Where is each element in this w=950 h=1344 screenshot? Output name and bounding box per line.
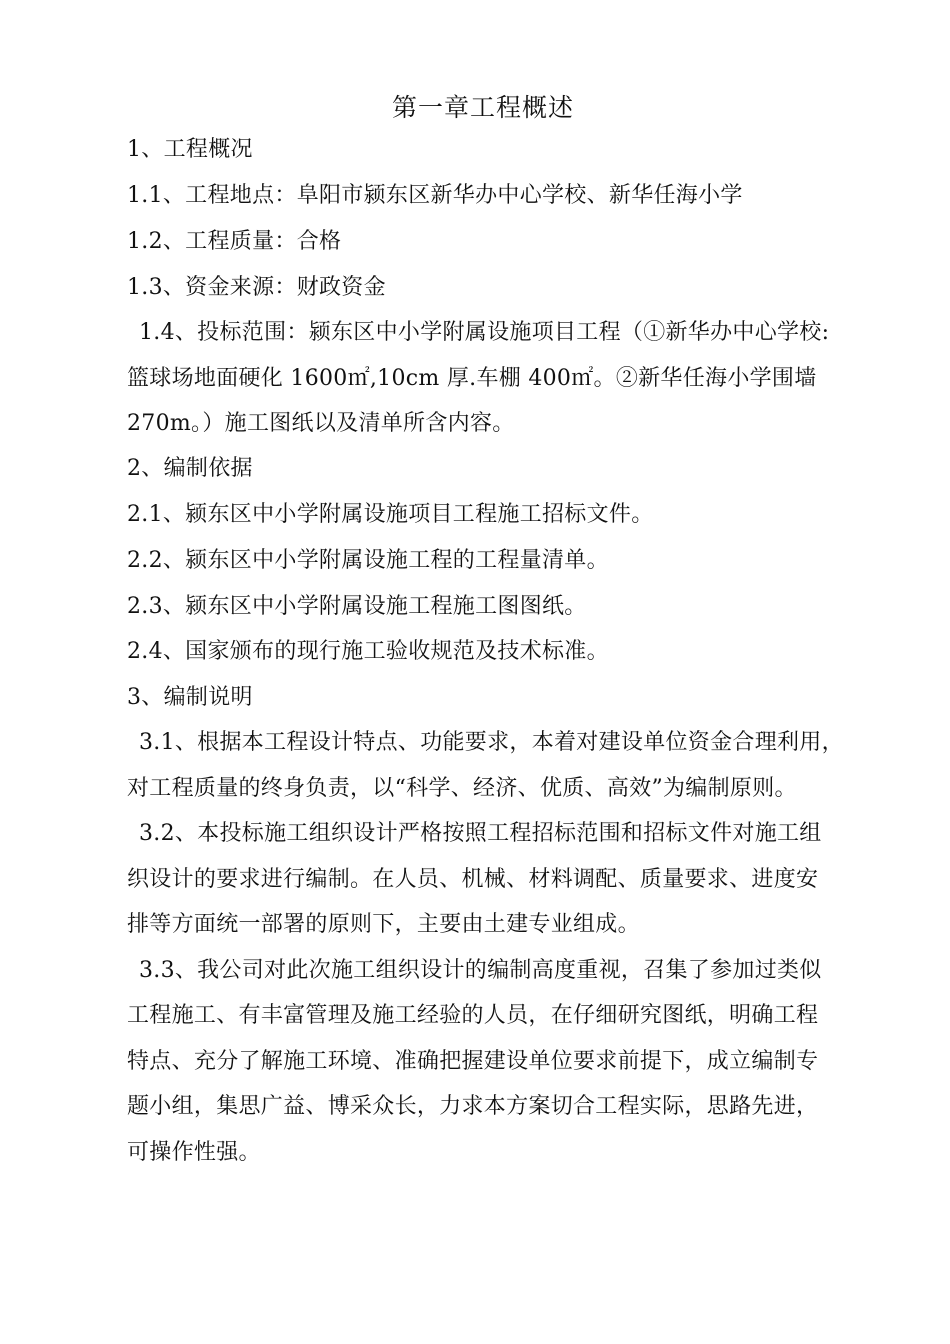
line-1-3: 1.3、资金来源：财政资金 (127, 275, 386, 300)
line-1-4: 1.4、投标范围：颍东区中小学附属设施项目工程（①新华办中心学校: (139, 320, 830, 345)
line-1-2: 1.2、工程质量：合格 (127, 229, 342, 254)
heading-3: 3、编制说明 (127, 685, 253, 710)
line-3-3-cont-a: 工程施工、有丰富管理及施工经验的人员，在仔细研究图纸，明确工程 (127, 1003, 819, 1028)
line-3-3-cont-c: 题小组，集思广益、博采众长，力求本方案切合工程实际，思路先进， (127, 1094, 819, 1119)
line-1-4-cont-a: 篮球场地面硬化 1600㎡,10cm 厚.车棚 400㎡。②新华任海小学围墙 (127, 366, 817, 391)
line-1-1: 1.1、工程地点：阜阳市颍东区新华办中心学校、新华任海小学 (127, 183, 743, 208)
heading-2: 2、编制依据 (127, 456, 253, 481)
line-3-2-cont-b: 排等方面统一部署的原则下，主要由土建专业组成。 (127, 912, 640, 937)
chapter-title: 第一章工程概述 (391, 93, 574, 122)
line-2-3: 2.3、颍东区中小学附属设施工程施工图图纸。 (127, 594, 587, 619)
heading-1: 1、工程概况 (127, 137, 253, 162)
line-1-4-cont-b: 270m。）施工图纸以及清单所含内容。 (127, 411, 515, 436)
line-3-3-cont-b: 特点、充分了解施工环境、准确把握建设单位要求前提下，成立编制专 (127, 1049, 819, 1074)
line-2-2: 2.2、颍东区中小学附属设施工程的工程量清单。 (127, 548, 609, 573)
line-2-1: 2.1、颍东区中小学附属设施项目工程施工招标文件。 (127, 502, 654, 527)
line-3-1-cont: 对工程质量的终身负责，以“科学、经济、优质、高效”为编制原则。 (127, 776, 797, 801)
line-3-3-cont-d: 可操作性强。 (127, 1140, 261, 1165)
line-3-3: 3.3、我公司对此次施工组织设计的编制高度重视，召集了参加过类似 (139, 958, 822, 983)
line-2-4: 2.4、国家颁布的现行施工验收规范及技术标准。 (127, 639, 609, 664)
line-3-1: 3.1、根据本工程设计特点、功能要求，本着对建设单位资金合理利用， (139, 730, 844, 755)
line-3-2: 3.2、本投标施工组织设计严格按照工程招标范围和招标文件对施工组 (139, 821, 822, 846)
line-3-2-cont-a: 织设计的要求进行编制。在人员、机械、材料调配、质量要求、进度安 (127, 867, 819, 892)
